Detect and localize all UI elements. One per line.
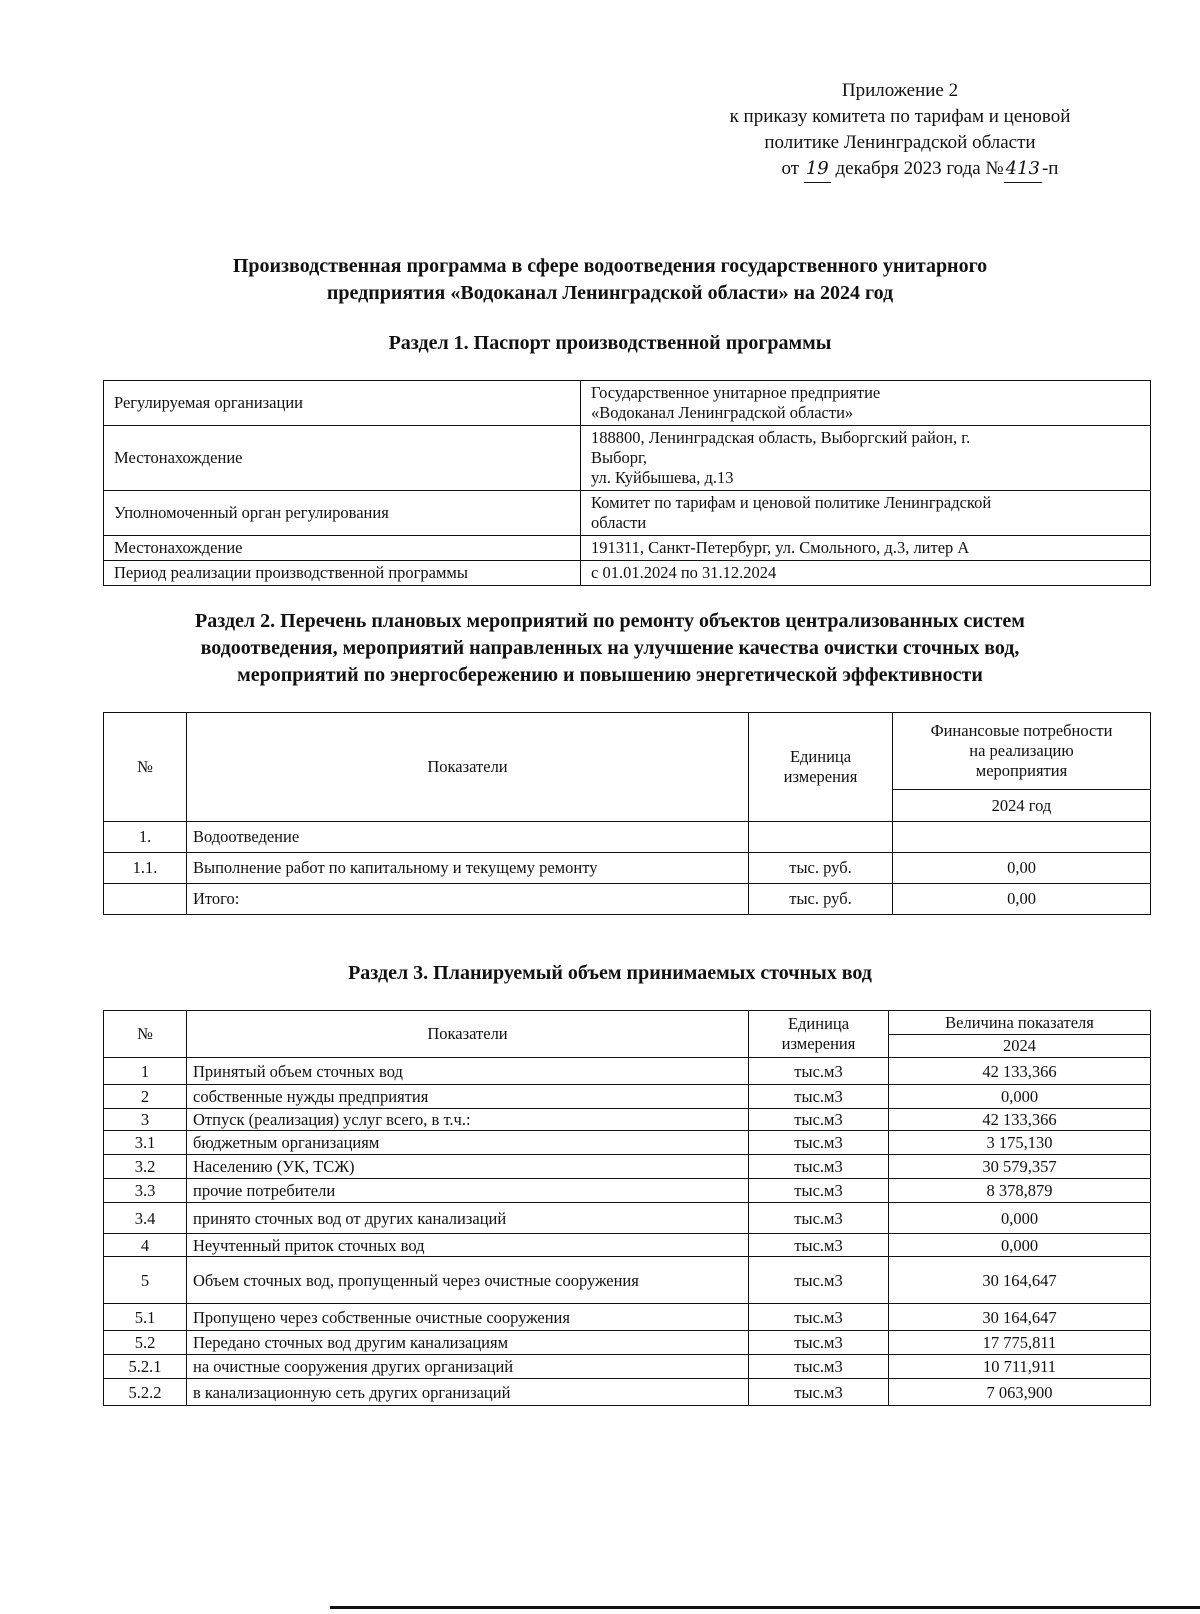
table-row: 3.1 бюджетным организациям тыс.м3 3 175,130 (104, 1131, 1151, 1155)
table-row (104, 491, 1151, 536)
col-header-year: 2024 год (893, 790, 1151, 822)
col-header-indicator: Показатели (187, 713, 749, 822)
passport-label: Местонахождение (104, 536, 581, 561)
table-row: 5.1 Пропущено через собственные очистные сооружения тыс.м3 30 164,647 (104, 1304, 1151, 1331)
col-header-unit: Единица измерения (749, 713, 893, 822)
col-header-num: № (104, 1011, 187, 1058)
table-row (104, 536, 1151, 561)
passport-label: Период реализации производственной программы (104, 561, 581, 586)
program-title-line-2: предприятия «Водоканал Ленинградской области» на 2024 год (326, 282, 894, 304)
handwritten-number: 413 (1004, 156, 1042, 183)
passport-label: Уполномоченный орган регулирования (104, 491, 581, 536)
scan-edge-line (330, 1606, 1200, 1609)
measures-table (103, 712, 1151, 915)
table-row: 1.1. Выполнение работ по капитальному и текущему ремонту тыс. руб. 0,00 (104, 853, 1151, 884)
number-suffix: -п (1041, 158, 1059, 179)
section2-title (120, 608, 1100, 689)
handwritten-day: 19 (804, 156, 831, 183)
date-middle: декабря 2023 года № (835, 158, 1004, 179)
passport-value: с 01.01.2024 по 31.12.2024 (581, 561, 1151, 586)
table-row: 1. Водоотведение (104, 822, 1151, 853)
program-title-line-1: Производственная программа в сфере водоотведения государственного унитарного (232, 255, 988, 277)
table-row: 3 Отпуск (реализация) услуг всего, в т.ч.: тыс.м3 42 133,366 (104, 1109, 1151, 1131)
col-header-year: 2024 (889, 1035, 1151, 1058)
date-prefix: от (781, 158, 800, 179)
table-row: 3.4 принято сточных вод от других канализаций тыс.м3 0,000 (104, 1203, 1151, 1234)
table-row: 3.3 прочие потребители тыс.м3 8 378,879 (104, 1179, 1151, 1203)
section3-title: Раздел 3. Планируемый объем принимаемых сточных вод (348, 962, 872, 984)
table-row: 5.2.1 на очистные сооружения других организаций тыс.м3 10 711,911 (104, 1355, 1151, 1379)
col-header-finance: Финансовые потребности на реализацию мероприятия (893, 713, 1151, 790)
table-row (104, 426, 1151, 491)
col-header-value: Величина показателя (889, 1011, 1151, 1035)
passport-value: Комитет по тарифам и ценовой политике Ленинградской области (581, 491, 1151, 536)
table-row: 1 Принятый объем сточных вод тыс.м3 42 133,366 (104, 1058, 1151, 1085)
section2-title-line-2: водоотведения, мероприятий направленных на улучшение качества очистки сточных вод, (200, 637, 1020, 659)
table-row: 5.2.2 в канализационную сеть других организаций тыс.м3 7 063,900 (104, 1379, 1151, 1406)
passport-table (103, 380, 1151, 586)
section1-title: Раздел 1. Паспорт производственной программы (388, 332, 832, 354)
appendix-committee-line: политике Ленинградской области (764, 132, 1036, 153)
table-row: 5.2 Передано сточных вод другим канализациям тыс.м3 17 775,811 (104, 1331, 1151, 1355)
passport-value: 191311, Санкт-Петербург, ул. Смольного, д.3, литер А (581, 536, 1151, 561)
appendix-header (650, 78, 1150, 183)
col-header-indicator: Показатели (187, 1011, 749, 1058)
table-row: 4 Неучтенный приток сточных вод тыс.м3 0,000 (104, 1234, 1151, 1257)
appendix-date-line (650, 156, 1150, 183)
table-row: 2 собственные нужды предприятия тыс.м3 0,000 (104, 1085, 1151, 1109)
col-header-num: № (104, 713, 187, 822)
passport-value: Государственное унитарное предприятие «Водоканал Ленинградской области» (581, 381, 1151, 426)
table-row: 3.2 Населению (УК, ТСЖ) тыс.м3 30 579,357 (104, 1155, 1151, 1179)
section2-title-line-3: мероприятий по энергосбережению и повышению энергетической эффективности (237, 664, 983, 686)
table-row (104, 381, 1151, 426)
section2-title-line-1: Раздел 2. Перечень плановых мероприятий по ремонту объектов централизованных систем (195, 610, 1025, 632)
passport-value: 188800, Ленинградская область, Выборгский район, г. Выборг, ул. Куйбышева, д.13 (581, 426, 1151, 491)
appendix-title: Приложение 2 (841, 80, 959, 101)
table-row (104, 561, 1151, 586)
appendix-order-line: к приказу комитета по тарифам и ценовой (729, 106, 1071, 127)
wastewater-volume-table (103, 1010, 1151, 1406)
table-row: 5 Объем сточных вод, пропущенный через очистные сооружения тыс.м3 30 164,647 (104, 1257, 1151, 1304)
passport-label: Регулируемая организации (104, 381, 581, 426)
passport-label: Местонахождение (104, 426, 581, 491)
col-header-unit: Единица измерения (749, 1011, 889, 1058)
program-title (120, 253, 1100, 307)
table-row: Итого: тыс. руб. 0,00 (104, 884, 1151, 915)
